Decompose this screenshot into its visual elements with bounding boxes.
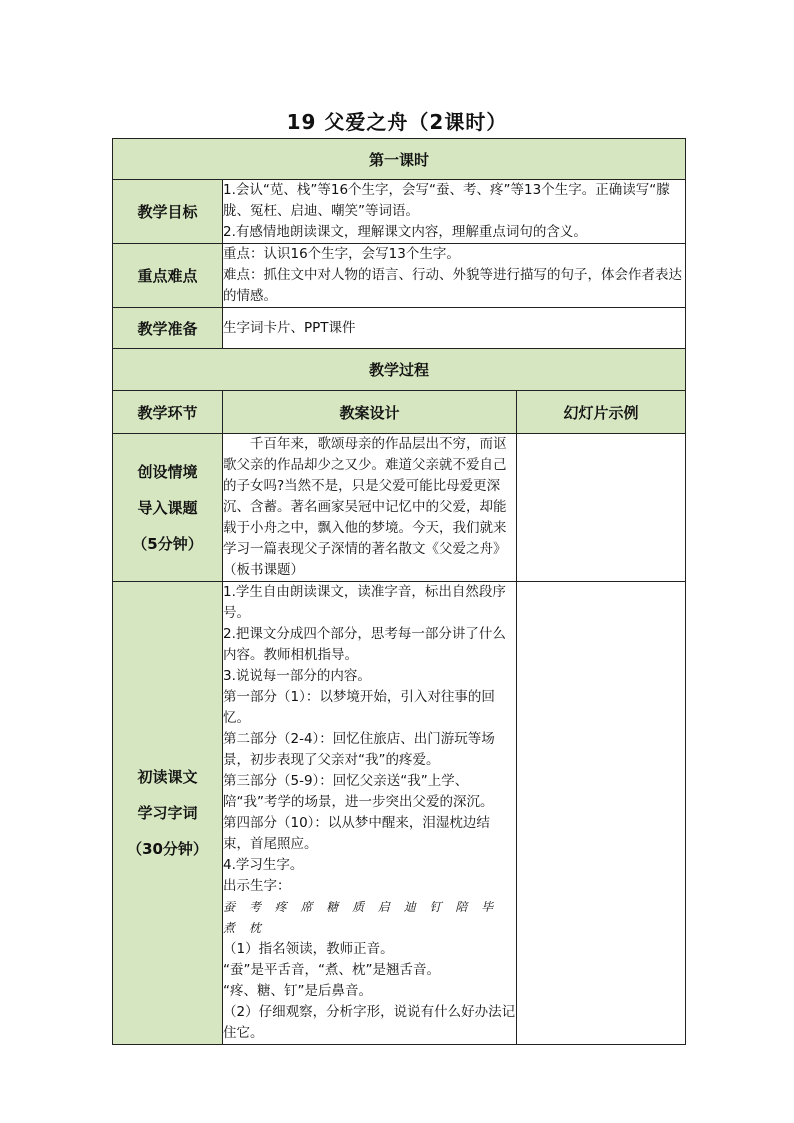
- phase2-step: （1）指名领读，教师正音。: [223, 941, 394, 957]
- phase2-step: “疼、糖、钉”是后鼻音。: [223, 983, 372, 999]
- difficulty-line: 难点：抓住文中对人物的语言、行动、外貌等进行描写的句子，体会作者表达的情感。: [223, 267, 682, 304]
- page-title: 19 父爱之舟（2课时）: [286, 110, 508, 134]
- phase2-step: （2）仔细观察，分析字形，说说有什么好办法记住它。: [223, 1004, 516, 1041]
- phase2-row: [113, 582, 686, 1045]
- phase2-step: 4.学习生字。: [223, 857, 304, 873]
- phase2-name-line: 学习字词: [137, 804, 198, 822]
- phase2-part: 第二部分（2-4）：回忆住旅店、出门游玩等场景，初步表现了父亲对“我”的疼爱。: [223, 731, 495, 768]
- goals-line: 2.有感情地朗读课文，理解课文内容，理解重点词句的含义。: [223, 224, 587, 240]
- phase2-part: 第四部分（10）：以从梦中醒来，泪湿枕边结束，首尾照应。: [223, 815, 490, 852]
- prep-label: 教学准备: [113, 308, 223, 349]
- header-phase: 教学环节: [113, 391, 223, 434]
- phase2-duration: （30分钟）: [127, 840, 208, 858]
- goals-label: 教学目标: [113, 180, 223, 244]
- phase2-design: [223, 582, 517, 1045]
- phase2-name-line: 初读课文: [137, 768, 198, 786]
- goals-content: [223, 180, 686, 244]
- phase2-slide-cell: [517, 582, 686, 1045]
- goals-line: 1.会认“苋、栈”等16个生字，会写“蚕、考、疼”等13个生字。正确读写“朦胧、冤枉、启迪、嘲笑”等词语。: [223, 182, 670, 219]
- header-slides: 幻灯片示例: [517, 391, 686, 434]
- key-points-row: [113, 244, 686, 308]
- phase2-step: “蚕”是平舌音，“煮、枕”是翘舌音。: [223, 962, 440, 978]
- lesson1-banner-row: [113, 139, 686, 180]
- phase2-part: 第一部分（1）：以梦境开始，引入对往事的回忆。: [223, 689, 495, 726]
- goals-row: [113, 180, 686, 244]
- phase2-name: [113, 582, 223, 1045]
- phase1-slide-cell: [517, 434, 686, 582]
- lesson-plan-table: [112, 138, 686, 1045]
- process-banner-row: [113, 349, 686, 391]
- phase1-design: [223, 434, 517, 582]
- lesson1-banner: 第一课时: [113, 139, 686, 180]
- phase1-duration: （5分钟）: [132, 534, 203, 553]
- new-characters-list: 蚕 考 疼 席 糖 质 启 迪 钉 陪 毕 煮 枕: [223, 900, 499, 935]
- phase2-step: 3.说说每一部分的内容。: [223, 668, 371, 684]
- phase1-name: [113, 434, 223, 582]
- key-point-line: 重点：认识16个生字，会写13个生字。: [223, 246, 460, 262]
- key-points-content: [223, 244, 686, 308]
- phase1-name-line: 导入课题: [137, 498, 198, 517]
- phase2-step: 出示生字：: [223, 878, 291, 894]
- header-design: 教案设计: [223, 391, 517, 434]
- prep-row: [113, 308, 686, 349]
- process-header-row: [113, 391, 686, 434]
- phase1-row: [113, 434, 686, 582]
- prep-content: 生字词卡片、PPT课件: [223, 308, 686, 349]
- phase1-name-line: 创设情境: [137, 462, 198, 481]
- phase2-step: 2.把课文分成四个部分，思考每一部分讲了什么内容。教师相机指导。: [223, 626, 506, 663]
- process-banner: 教学过程: [113, 349, 686, 391]
- phase2-step: 1.学生自由朗读课文，读准字音，标出自然段序号。: [223, 584, 506, 621]
- key-points-label: 重点难点: [113, 244, 223, 308]
- phase1-text: 千百年来，歌颂母亲的作品层出不穷，而讴歌父亲的作品却少之又少。难道父亲就不爱自己的子女吗?当然不是，只是父爱可能比母爱更深沉、含蓄。著名画家吴冠中记忆中的父爱，却能载于小舟之中，飘入他的梦境。今天，我们就来学习一篇表现父子深情的著名散文《父爱之舟》（板书课题）: [223, 436, 507, 578]
- phase2-part: 第三部分（5-9）：回忆父亲送“我”上学、陪“我”考学的场景，进一步突出父爱的深沉。: [223, 773, 494, 810]
